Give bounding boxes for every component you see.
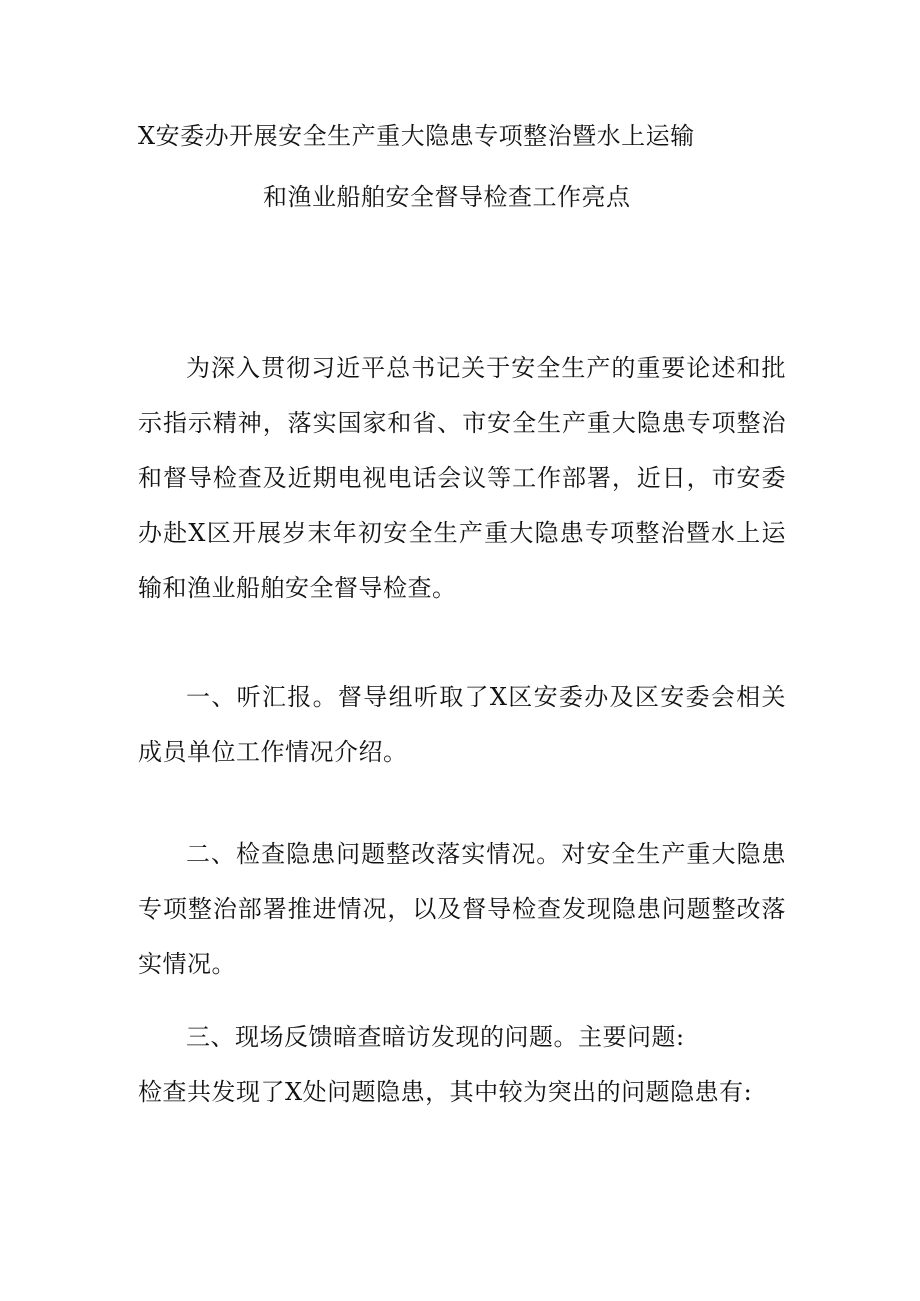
paragraph-findings: 检查共发现了X处问题隐患，其中较为突出的问题隐患有: — [138, 1078, 753, 1106]
paragraph-section-3: 三、现场反馈暗查暗访发现的问题。主要问题: — [186, 1023, 685, 1051]
paragraph-section-2: 二、检查隐患问题整改落实情况。对安全生产重大隐患专项整治部署推进情况，以及督导检查发现隐患问题整改落实情况。 — [138, 840, 786, 978]
document-title-line-2: 和渔业船舶安全督导检查工作亮点 — [263, 183, 631, 211]
paragraph-section-1: 一、听汇报。督导组听取了X区安委办及区安委会相关成员单位工作情况介绍。 — [138, 683, 786, 766]
document-title-line-1: X安委办开展安全生产重大隐患专项整治暨水上运输 — [138, 122, 695, 150]
paragraph-intro: 为深入贯彻习近平总书记关于安全生产的重要论述和批示指示精神，落实国家和省、市安全生产重大隐患专项整治和督导检查及近期电视电话会议等工作部署，近日，市安委办赴X区开展岁末年初安全生产重大隐患专项整治暨水上运输和渔业船舶安全督导检查。 — [138, 354, 786, 602]
